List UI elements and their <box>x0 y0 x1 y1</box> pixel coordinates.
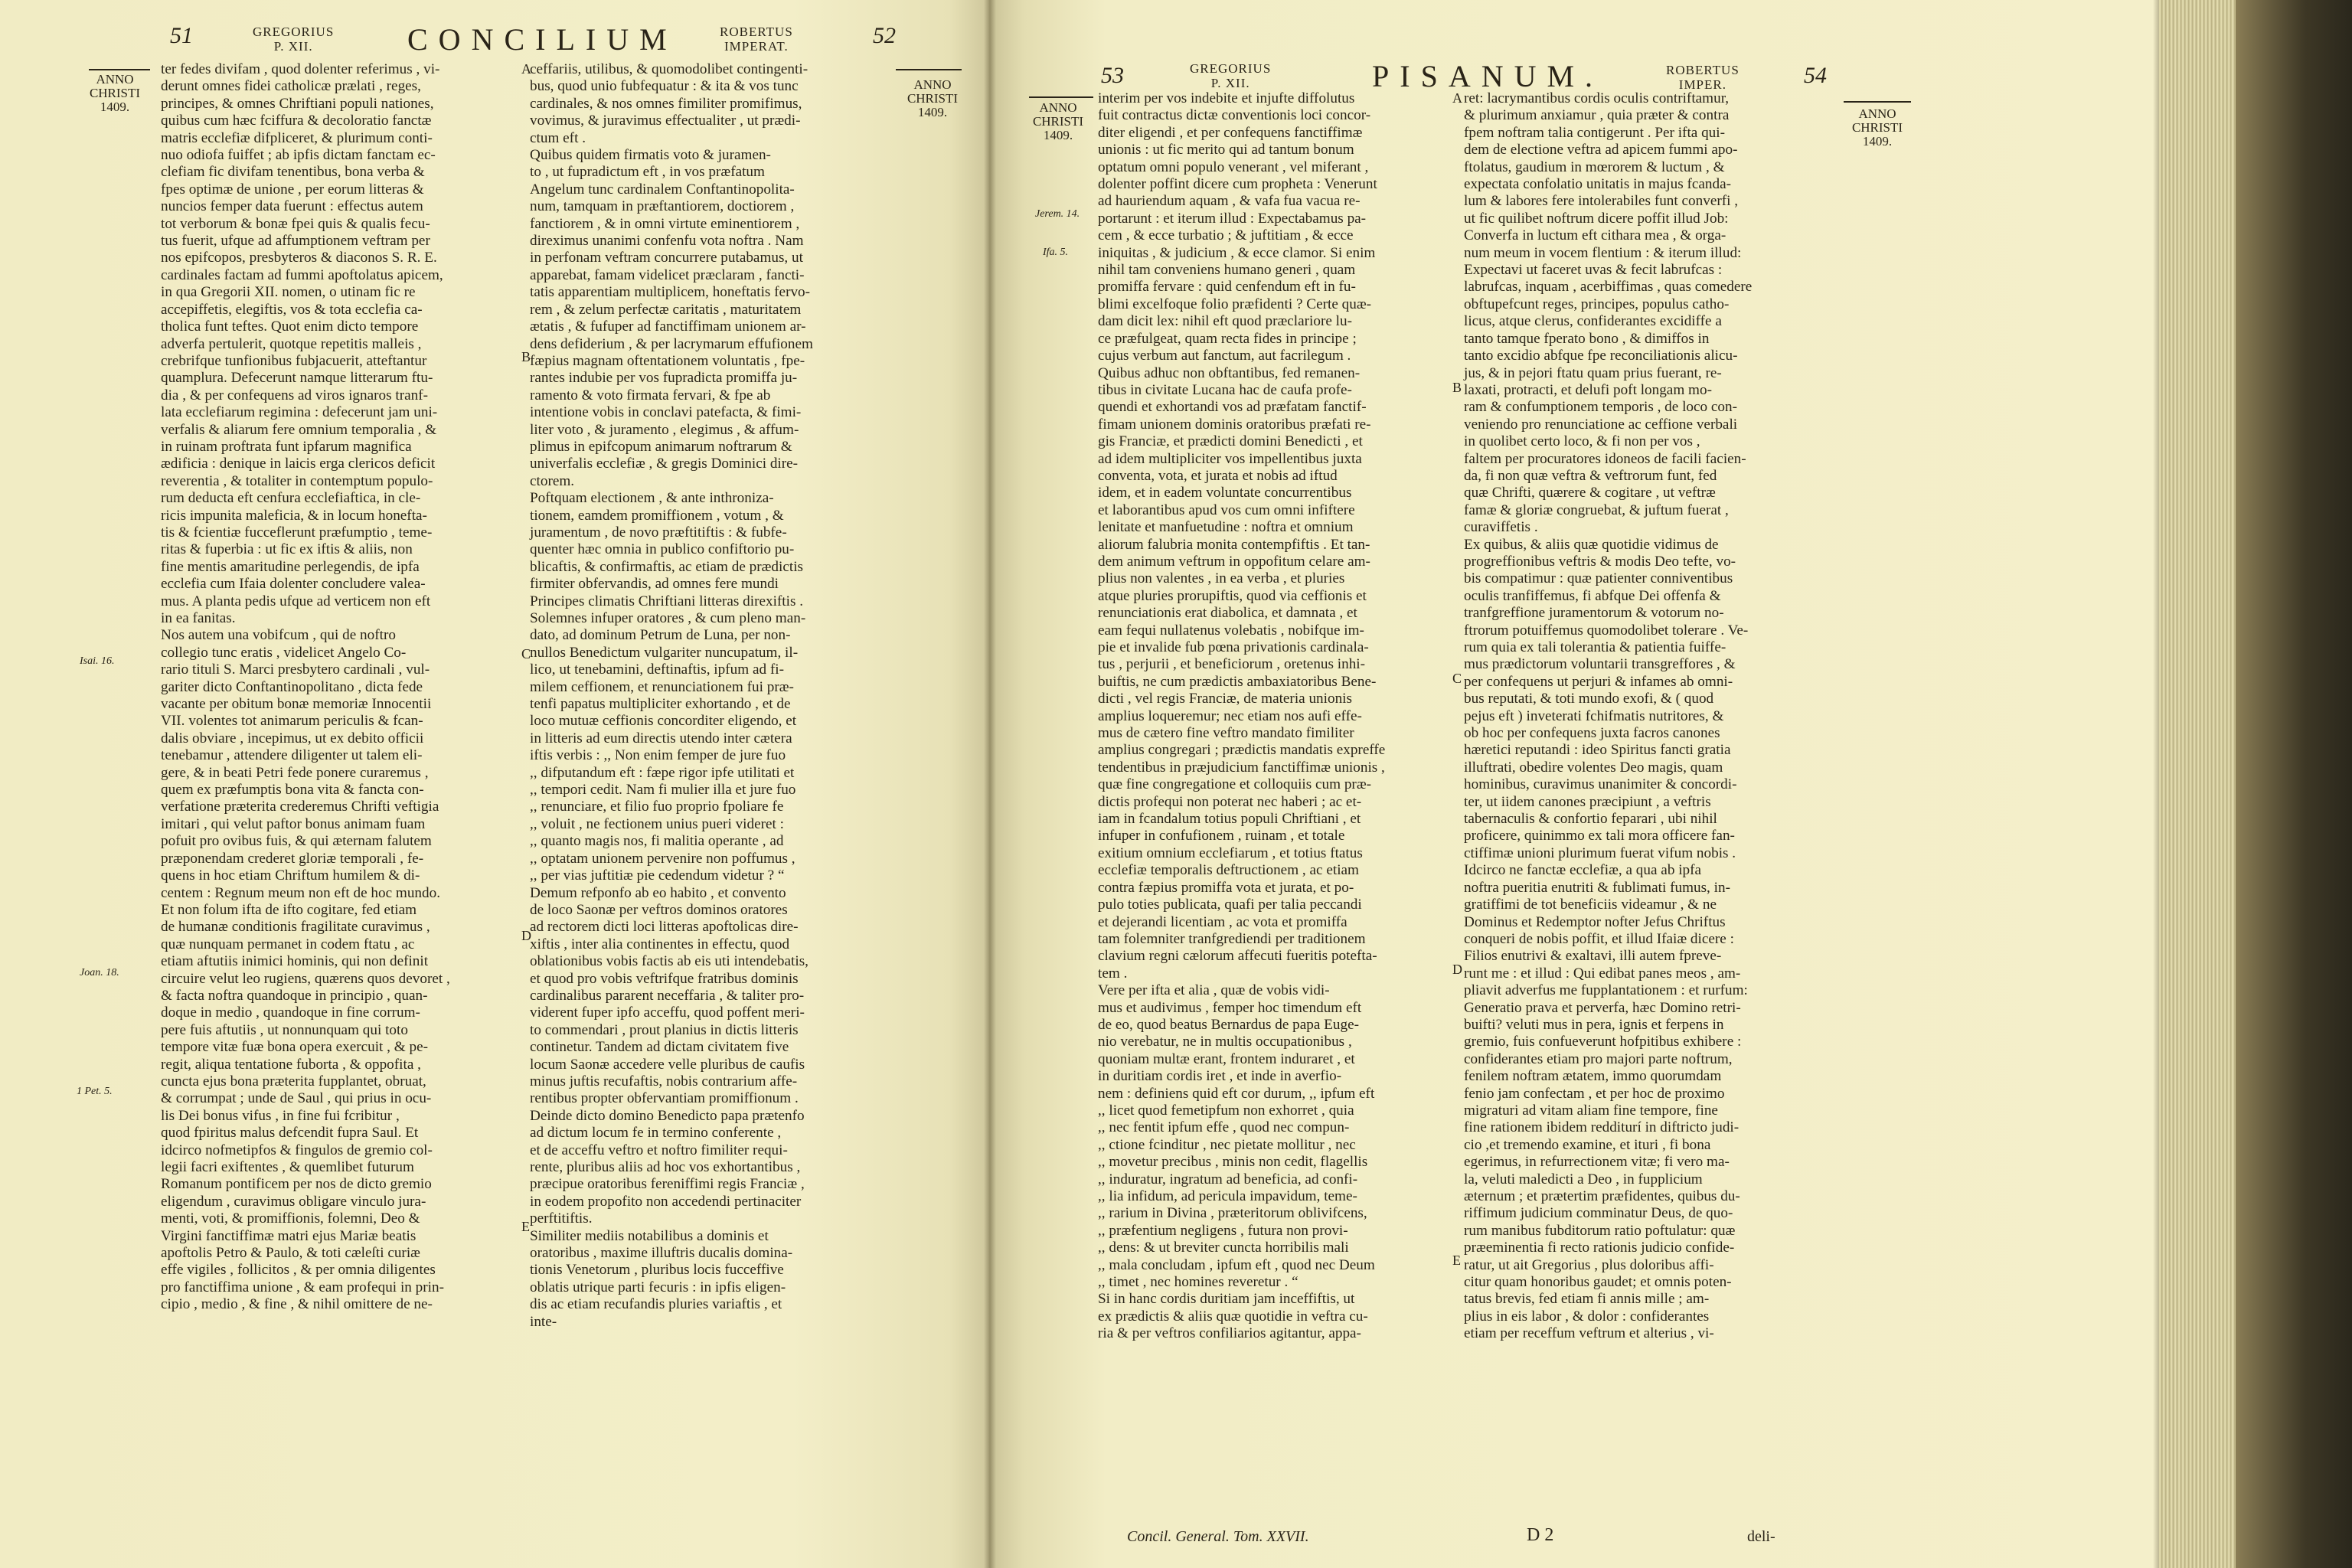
text-column-1: ter fedes divifam , quod dolenter referimus , vi- derunt omnes fidei catholicæ prælati , reges, principes, & omnes Chriftiani populi nationes, quibus cum hæc fciffura & decoloratio fanctæ matris ecclefiæ difpliceret, & plurimum conti- nuo odiofa fuiffet ; ab ipfis dictam fanctam ec- clefiam fic divifam tenentibus, bona verba & fpes optimæ de unione , per eorum litteras & nuncios femper data fuerunt : effectus autem tot verborum & bonæ fpei quis & qualis fecu- tus fuerit, ufque ad affumptionem veftram per nos epifcopos, presbyteros & diaconos S. R. E. cardinales factam ad fummi apoftolatus apicem, in qua Gregorii XII. nomen, o utinam fic re accepiffetis, elegiftis, vos & tota ecclefia ca- tholica funt teftes. Quot enim dicto tempore adverfa pertulerit, quotque repetitis malleis , crebrifque tunfionibus fubjacuerit, atteftantur quamplura. Defecerunt namque litterarum ftu- dia , & per confequens ad viros ignaros tranf- lata ecclefiarum regimina : defecerunt jam uni- verfalis & aliarum fere omnium temporalia , & in ruinam proftrata funt ipfarum magnifica ædificia : denique in laicis erga clericos deficit reverentia , & totaliter in contemptum populo- rum deducta eft cenfura ecclefiaftica, in cle- ricis impunita maleficia, & in locum honefta- tis & fcientiæ fucceflerunt præfumptio , teme- ritas & fuperbia : ut fic ex iftis & aliis, non fine mentis amaritudine perlegendis, de ipfa ecclefia cum Ifaia dolenter concludere valea- mus. A planta pedis ufque ad verticem non eft in ea fanitas. Nos autem una vobifcum , qui de noftro collegio tunc eratis , videlicet Angelo Co- rario tituli S. Marci presbytero cardinali , vul- gariter dicto Conftantinopolitano , dicta fede vacante per obitum bonæ memoriæ Innocentii VII. volentes tot animarum periculis & fcan- dalis obviare , incepimus, ut ex debito officii tenebamur , attendere diligenter ut talem eli- gere, & in beati Petri fede ponere curaremus , quem ex præfumptis bona vita & fancta con- verfatione præterita crederemus Chrifti veftigia imitari , qui velut paftor bonus animam fuam pofuit pro ovibus fuis, & qui æternam falutem præponendam crederet gloriæ temporali , fe- quens in hoc etiam Chriftum humilem & di- centem : Regnum meum non eft de hoc mundo. Et non folum ifta de ifto cogitare, fed etiam de humanæ conditionis fragilitate curavimus , quæ nunquam permanet in codem ftatu , ac etiam aftutiis inimici hominis, qui non definit circuire velut leo rugiens, quærens quos devoret , & facta noftra quandoque in principio , quan- doque in medio , quandoque in fine corrum- pere fuis aftutiis , ut nonnunquam qui toto tempore vitæ fuæ bona opera exercuit , & pe- regit, aliqua tentatione fuborta , & oppofita , cuncta ejus bona præterita fupplantet, obruat, & corrumpat ; unde de Saul , qui prius in ocu- lis Dei bonus vifus , in fine fui fcribitur , quod fpiritus malus defcendit fupra Saul. Et idcirco nofmetipfos & fingulos de gremio col- legii facri exiftentes , & quemlibet futurum Romanum pontificem per nos de dicto gremio eligendum , curavimus obligare vinculo jura- menti, voti, & promiffionis, folemni, Deo & Virgini fanctiffimæ matri ejus Mariæ beatis apoftolis Petro & Paulo, & toti cæleſti curiæ effe vigiles , follicitos , & per omnia diligentes pro fanctiffima unione , & eam profequi in prin- cipio , medio , & fine , & nihil omittere de ne- <box>161 61 450 1313</box>
running-title: PISANUM. <box>1372 59 1604 93</box>
left-page <box>0 0 989 1568</box>
sheet-signature: D 2 <box>1527 1525 1554 1545</box>
margin-note: Joan. 18. <box>80 967 119 978</box>
book-gutter <box>984 0 996 1568</box>
running-title: CONCILIUM <box>407 22 678 57</box>
anno-christi-note: ANNO CHRISTI 1409. <box>89 72 141 114</box>
anno-christi-note: ANNO CHRISTI 1409. <box>1851 106 1903 149</box>
section-letter: B <box>521 349 531 364</box>
right-page <box>989 0 2159 1568</box>
printer-signature: Concil. General. Tom. XXVII. <box>1127 1528 1309 1545</box>
page-number: 54 <box>1804 63 1827 88</box>
book-binding <box>2236 0 2352 1568</box>
pope-heading: GREGORIUS P. XII. <box>1190 61 1272 90</box>
section-letter: B <box>1452 380 1462 395</box>
margin-note: Ifa. 5. <box>1043 247 1069 258</box>
emperor-heading: ROBERTUS IMPER. <box>1666 63 1740 92</box>
page-number: 52 <box>873 23 896 48</box>
page-number: 53 <box>1101 63 1124 88</box>
section-letter: C <box>521 646 531 662</box>
section-letter: D <box>1452 962 1462 977</box>
section-letter: E <box>1452 1253 1461 1268</box>
section-letter: A <box>1452 90 1462 106</box>
text-column-2: ceffariis, utilibus, & quomodolibet contingenti- bus, quod unio fubfequatur : & ita & vos tunc cardinales, & nos omnes fimiliter promifimus, vovimus, & juravimus effectualiter , ut prædi- ctum eft . Quibus quidem firmatis voto & juramen- to , ut fupradictum eft , in vos præfatum Angelum tunc cardinalem Conftantinopolita- num, tamquam in præftantiorem, doctiorem , fanctiorem , & in omni virtute eminentiorem , direximus unanimi confenfu vota noftra . Nam in perfonam veftram concurrere putabamus, ut apparebat, famam videlicet præclaram , fancti- tatis apparentiam multiplicem, honeftatis fervo- rem , & zelum perfectæ caritatis , maturitatem ætatis , & fufuper ad fanctiffimam unionem ar- dens defiderium , & per lacrymarum effufionem fæpius magnam oftentationem voluntatis , fpe- rantes indubie per vos fupradicta promiffa ju- ramento & voto firmata fervari, & fpe ab intentione vobis in conclavi patefacta, & fimi- liter voto , & juramento , elegimus , & affum- plimus in epifcopum animarum noftrarum & univerfalis ecclefiæ , & gregis Dominici dire- ctorem. Poftquam electionem , & ante inthroniza- tionem, eamdem promiffionem , votum , & juramentum , de novo præftitiftis : & fubfe- quenter hæc omnia in publico confiftorio pu- blicaftis, & confirmaftis, ac etiam de prædictis firmiter obfervandis, ad omnes fere mundi Principes climatis Chriftiani litteras direxiftis . Solemnes infuper oratores , & cum pleno man- dato, ad dominum Petrum de Luna, per non- nullos Benedictum vulgariter nuncupatum, il- lico, ut tenebamini, deftinaftis, ipfum ad fi- milem ceffionem, et renunciationem fui præ- tenfi papatus multipliciter exhortando , et de loco mutuæ ceffionis concorditer eligendo, et in litteris ad eum directis utendo inter cætera iftis verbis : ,, Non enim femper de jure fuo ,, difputandum eft : fæpe rigor ipfe utilitati et ,, tempori cedit. Nam fi mulier illa et jure fuo ,, renunciare, et filio fuo proprio fpoliare fe ,, voluit , ne fectionem unius pueri videret : ,, quanto magis nos, fi malitia operante , ad ,, optatam unionem pervenire non poffumus , ,, per vias juftitiæ pie cedendum videtur ? “ Demum refponfo ab eo habito , et convento de loco Saonæ per veftros dominos oratores ad rectorem dicti loci litteras apoftolicas dire- xiftis , inter alia continentes in effectu, quod oblationibus vobis factis ab eis uti intendebatis, et quod pro vobis veftrifque fratribus dominis cardinalibus pararent neceffaria , & taliter pro- viderent fuper ipfo acceffu, quod poffent meri- to commendari , prout planius in dictis litteris continetur. Tandem ad dictam civitatem five locum Saonæ accedere velle pluribus de caufis minus juftis recufaftis, nobis contrarium affe- rentibus propter obfervantiam promiffionum . Deinde dicto domino Benedicto papa prætenfo ad dictum locum fe in termino conferente , et de acceffu veftro et noftro fimiliter requi- rente, pluribus aliis ad hoc vos exhortantibus , præcipue oratoribus fereniffimi regis Franciæ , in eodem propofito non accedendi pertinaciter perftitiftis. Similiter mediis notabilibus a dominis et oratoribus , maxime illuftris ducalis domina- tionis Venetorum , pluribus locis fucceffive oblatis utrique parti fecuris : in ipfis eligen- dis ac etiam recufandis pluries variaftis , et inte- <box>530 61 813 1330</box>
section-letter: C <box>1452 671 1462 686</box>
page-number: 51 <box>170 23 193 48</box>
margin-note: Isai. 16. <box>80 655 115 667</box>
rule <box>1029 96 1093 98</box>
margin-note: Jerem. 14. <box>1035 208 1080 220</box>
section-letter: E <box>521 1219 530 1234</box>
rule <box>89 69 150 70</box>
text-column-2: ret: lacrymantibus cordis oculis contriftamur, & plurimum anxiamur , quia præter & contra fpem noftram talia contigerunt . Per ifta qui- dem de electione veftra ad apicem fummi apo- ftolatus, gaudium in mœrorem & luctum , & expectata confolatio unitatis in majus fcanda- lum & labores fere intolerabiles funt converfi , ut fic quilibet noftrum dicere poffit illud Job: Converfa in luctum eft cithara mea , & orga- num meum in vocem flentium : & iterum illud: Expectavi ut faceret uvas & fecit labrufcas : labrufcas, inquam , acerbiffimas , quas comedere obftupefcunt reges, principes, populus catho- licus, atque clerus, confiderantes excidiffe a tanto tamque fperato bono , & dimiffos in tanto excidio abfque fpe reconciliationis alicu- jus, & in pejori ftatu quam prius fuerant, re- laxati, protracti, et delufi poft longam mo- ram & confumptionem temporis , de loco con- veniendo pro renunciatione ac ceffione verbali in quolibet certo loco, & fi non per vos , faltem per procuratores idoneos de facili facien- da, fi non quæ veftra & veftrorum funt, fed quæ Chrifti, quærere & cogitare , ut veftræ famæ & gloriæ congruebat, & juftum fuerat , curaviffetis . Ex quibus, & aliis quæ quotidie vidimus de progreffionibus veftris & modis Deo tefte, vo- bis compatimur : quæ patienter conniventibus oculis tranfiffemus, fi abfque Dei offenfa & tranfgreffione juramentorum & votorum no- ftrorum potuiffemus quomodolibet tolerare . Ve- rum quia ex tali tolerantia & patientia fuiffe- mus prædictorum voluntarii transgreffores , & per confequens ut perjuri & infames ab omni- bus reputati, & toti mundo exofi, & ( quod pejus eft ) inveterati fchifmatis nutritores, & ob hoc per confequens juxta facros canones hæretici reputandi : ideo Spiritus fancti gratia illuftrati, obedire volentes Deo magis, quam hominibus, curavimus unanimiter & concordi- ter, ut iidem canones præcipiunt , a veftris tabernaculis & confortio feparari , ubi nihil proficere, quinimmo ex tali mora officere fan- ctiffimæ unioni plurimum fuerat vifum nobis . Idcirco ne fanctæ ecclefiæ, a qua ab ipfa noftra pueritia enutriti & fublimati fumus, in- gratiffimi de tot beneficiis videamur , & ne Dominus et Redemptor nofter Jefus Chriftus conqueri de nobis poffit, et illud Ifaiæ dicere : Filios enutrivi & exaltavi, illi autem fpreve- runt me : et illud : Qui edibat panes meos , am- pliavit adverfus me fupplantationem : et rurfum: Generatio prava et perverfa, hæc Domino retri- buifti? veluti mus in pera, ignis et ferpens in gremio, fuis confueverunt hofpitibus exhibere : confiderantes etiam pro majori parte noftrum, fenilem noftram ætatem, immo quorumdam fenio jam confectam , et per hoc de proximo migraturi ad vitam aliam fine tempore, fine fine rationem ibidem redditurí in diftricto judi- cio ,et tremendo examine, et ituri , fi bona egerimus, in refurrectionem vitæ; fi vero ma- la, veluti maledicti a Deo , in fupplicium æternum ; et prætertim præfidentes, quibus du- riffimum judicium comminatur Deus, de quo- rum manibus fubditorum ratio poftulatur: quæ præeminentia fi recto rationis judicio confide- ratur, ut ait Gregorius , plus doloribus affi- citur quam honoribus gaudet; et omnis poten- tatus brevis, fed etiam fi annis mille ; am- plius in eis labor , & dolor : confiderantes etiam per receffum veftrum et alterius , vi- <box>1464 90 1753 1342</box>
emperor-heading: ROBERTUS IMPERAT. <box>720 24 793 54</box>
section-letter: D <box>521 928 531 943</box>
margin-note: 1 Pet. 5. <box>77 1086 113 1097</box>
rule <box>1844 101 1911 103</box>
text-column-1: interim per vos indebite et injufte diffolutus fuit contractus dictæ conventionis loci concor- diter eligendi , et per confequens fanctiffimæ unionis : ut fic merito qui ad tantum bonum optatum omni populo venerant , vel miferant , dolenter poffint dicere cum propheta : Venerunt ad hauriendum aquam , & vafa fua vacua re- portarunt : et iterum illud : Expectabamus pa- cem , & ecce turbatio ; & juftitiam , & ecce iniquitas , & judicium , & ecce clamor. Si enim nihil tam conveniens humano generi , quam promiffa fervare : quid cenfendum eft in fu- blimi excelfoque folio præfidenti ? Certe quæ- dam dicit lex: nihil eft quod præclariore lu- ce præfulgeat, quam recta fides in principe ; cujus verbum aut fanctum, aut facrilegum . Quibus adhuc non obftantibus, fed remanen- tibus in civitate Lucana hac de caufa profe- quendi et exhortandi vos ad præfatam fanctif- fimam unionem dominis oratoribus præfati re- gis Franciæ, et prædicti domini Benedicti , et ad idem multipliciter vos impellentibus juxta conventa, vota, et jurata et nobis ad iftud idem, et in eadem voluntate concurrentibus et laborantibus apud vos cum omni infiftere lenitate et manfuetudine : noftra et omnium aliorum falubria monita contempfiftis . Et tan- dem animum veftrum in oppofitum celare am- plius non valentes , in ea verba , et pluries atque pluries prorupiftis, quod via ceffionis et renunciationis erat diabolica, et damnata , et eam fequi nullatenus volebatis , nobifque im- pie et invalide fub pœna privationis cardinala- tus , perjurii , et beneficiorum , oretenus inhi- buiftis, ne cum prædictis ambaxiatoribus Bene- dicti , vel regis Franciæ, de materia unionis amplius loqueremur; nec etiam nos aufi effe- mus de cætero fine veftro mandato fimiliter amplius congregari ; prædictis mandatis expreffe tendentibus in præjudicium fanctiffimæ unionis , quæ fine congregatione et colloquiis cum præ- dictis profequi non poterat nec haberi ; ac et- iam in fcandalum totius populi Chriftiani , et infuper in confufionem , ruinam , et totale exitium omnium ecclefiarum , et totius ftatus ecclefiæ temporalis deftructionem , ac etiam contra fæpius promiffa vota et jurata, et po- pulo toties publicata, quafi per talia peccandi et dejerandi licentiam , ac vota et promiffa tam folemniter tranfgrediendi per traditionem clavium regni cælorum affecuti fueritis potefta- tem . Vere per ifta et alia , quæ de vobis vidi- mus et audivimus , femper hoc timendum eft de eo, quod beatus Bernardus de papa Euge- nio verebatur, ne in multis occupationibus , quoniam multæ erant, frontem induraret , et in duritiam cordis iret , et inde in averfio- nem : definiens quid eft cor durum, ,, ipfum eft ,, licet quod femetipfum non exhorret , quia ,, nec fentit ipfum effe , quod nec compun- ,, ctione fcinditur , nec pietate mollitur , nec ,, movetur precibus , minis non cedit, flagellis ,, induratur, ingratum ad beneficia, ad confi- ,, lia infidum, ad pericula impavidum, teme- ,, rarium in Divina , præteritorum oblivifcens, ,, præfentium negligens , futura non provi- ,, dens: & ut breviter cuncta horribilis mali ,, mala concludam , ipfum eft , quod nec Deum ,, timet , nec homines reveretur . “ Si in hanc cordis duritiam jam inceffiftis, ut ex prædictis & aliis quæ quotidie in veftra cu- ria & per veftros confiliarios agitantur, appa- <box>1098 90 1386 1342</box>
section-letter: A <box>521 61 531 77</box>
anno-christi-note: ANNO CHRISTI 1409. <box>1032 100 1084 142</box>
rule <box>896 69 962 70</box>
catchword: deli- <box>1747 1528 1775 1545</box>
anno-christi-note: ANNO CHRISTI 1409. <box>906 77 959 119</box>
pope-heading: GREGORIUS P. XII. <box>253 24 335 54</box>
